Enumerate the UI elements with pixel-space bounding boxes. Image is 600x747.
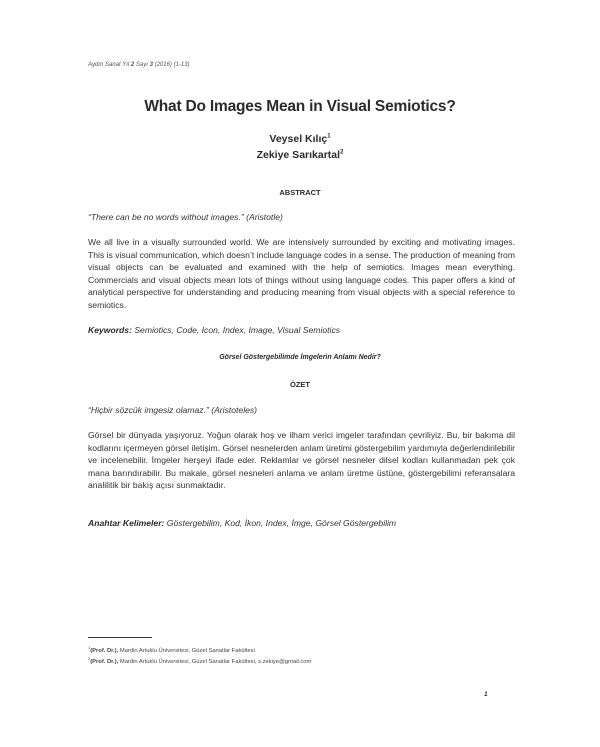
keywords-label: Keywords: [88, 325, 132, 335]
ozet-body: Görsel bir dünyada yaşıyoruz. Yoğun olarak hoş ve ilham verici imgeler tarafından çevriliyiz. Bu, bir bakıma dil kodlarını içermeyen görsel iletişim. Görsel nesnelerden anlam üretimi göstergebilim yardımıyla değerlendirilebilir ve incelenebilir. İmgeler herşeyi ifade eder. Reklamlar ve görsel nesneler dilsel kodları kullanmadan pek çok mana barındırabilir. Bu makale, görsel nesneleri anlama ve anlam üretme üstüne, göstergebilimi referansalara analilitik bir bakış açısı sunmaktadır. [88, 430, 515, 490]
abstract-epigraph: “There can be no words without images.” (Aristotle) [88, 212, 283, 222]
ozet-epigraph: “Hiçbir sözcük imgesiz olamaz.” (Aristoteles) [88, 405, 258, 415]
author-1 [0, 133, 600, 145]
paper-title: What Do Images Mean in Visual Semiotics? [144, 98, 456, 115]
keywords-label: Anahtar Kelimeler: [88, 518, 165, 528]
footnote-text: Mardin Artuklu Üniversitesi, Güzel Sanatlar Fakültesi, s.zekiye@gmail.com [118, 658, 312, 665]
author-footnote-mark: 2 [340, 149, 344, 156]
abstract-body: We all live in a visually surrounded world. We are intensively surrounded by exciting and motivating images. This is visual communication, which doesn’t include language codes in a sense. The production of meaning from visual objects can be evaluated and examined with the help of semiotics. Images mean everything. Commercials and visual objects mean lots of things without using language codes. This paper offers a kind of analytical perspective for understanding and producing meaning from visual objects with a special reference to semiotics. [88, 237, 515, 310]
footnote-title: (Prof. Dr.), [90, 647, 119, 654]
running-header: Aydın Sanat Yıl 2 Sayı 3 (2016) (1-13) [88, 62, 190, 68]
abstract-heading: ABSTRACT [279, 188, 321, 197]
abstract-keywords [88, 325, 340, 335]
issue-number: 3 [149, 62, 153, 68]
footnote-1 [88, 645, 255, 654]
footnote-mark: 1 [88, 645, 91, 650]
author-name: Zekiye Sarıkartal [256, 149, 341, 161]
footnote-2 [88, 656, 311, 665]
author-name: Veysel Kılıç [269, 133, 328, 145]
keywords-list: Göstergebilim, Kod, İkon, Index, İmge, Görsel Göstergebilim [164, 518, 397, 528]
footnote-text: Mardin Artuklu Üniversitesi, Güzel Sanatlar Fakültesi [118, 647, 255, 654]
ozet-heading: ÖZET [290, 380, 310, 389]
turkish-title: Görsel Göstergebilimde İmgelerin Anlamı Nedir? [219, 354, 381, 361]
journal-name: Aydın Sanat [88, 62, 121, 68]
footnote-divider [88, 637, 152, 638]
author-footnote-mark: 1 [327, 133, 331, 140]
footnote-title: (Prof. Dr.), [90, 658, 119, 665]
year-number: 2 [130, 62, 135, 68]
ozet-keywords [88, 518, 396, 528]
footnote-mark: 2 [88, 656, 91, 661]
author-2 [0, 149, 600, 161]
page-number: 1 [484, 691, 488, 698]
keywords-list: Semiotics, Code, Icon, Index, Image, Visual Semiotics [131, 325, 341, 335]
